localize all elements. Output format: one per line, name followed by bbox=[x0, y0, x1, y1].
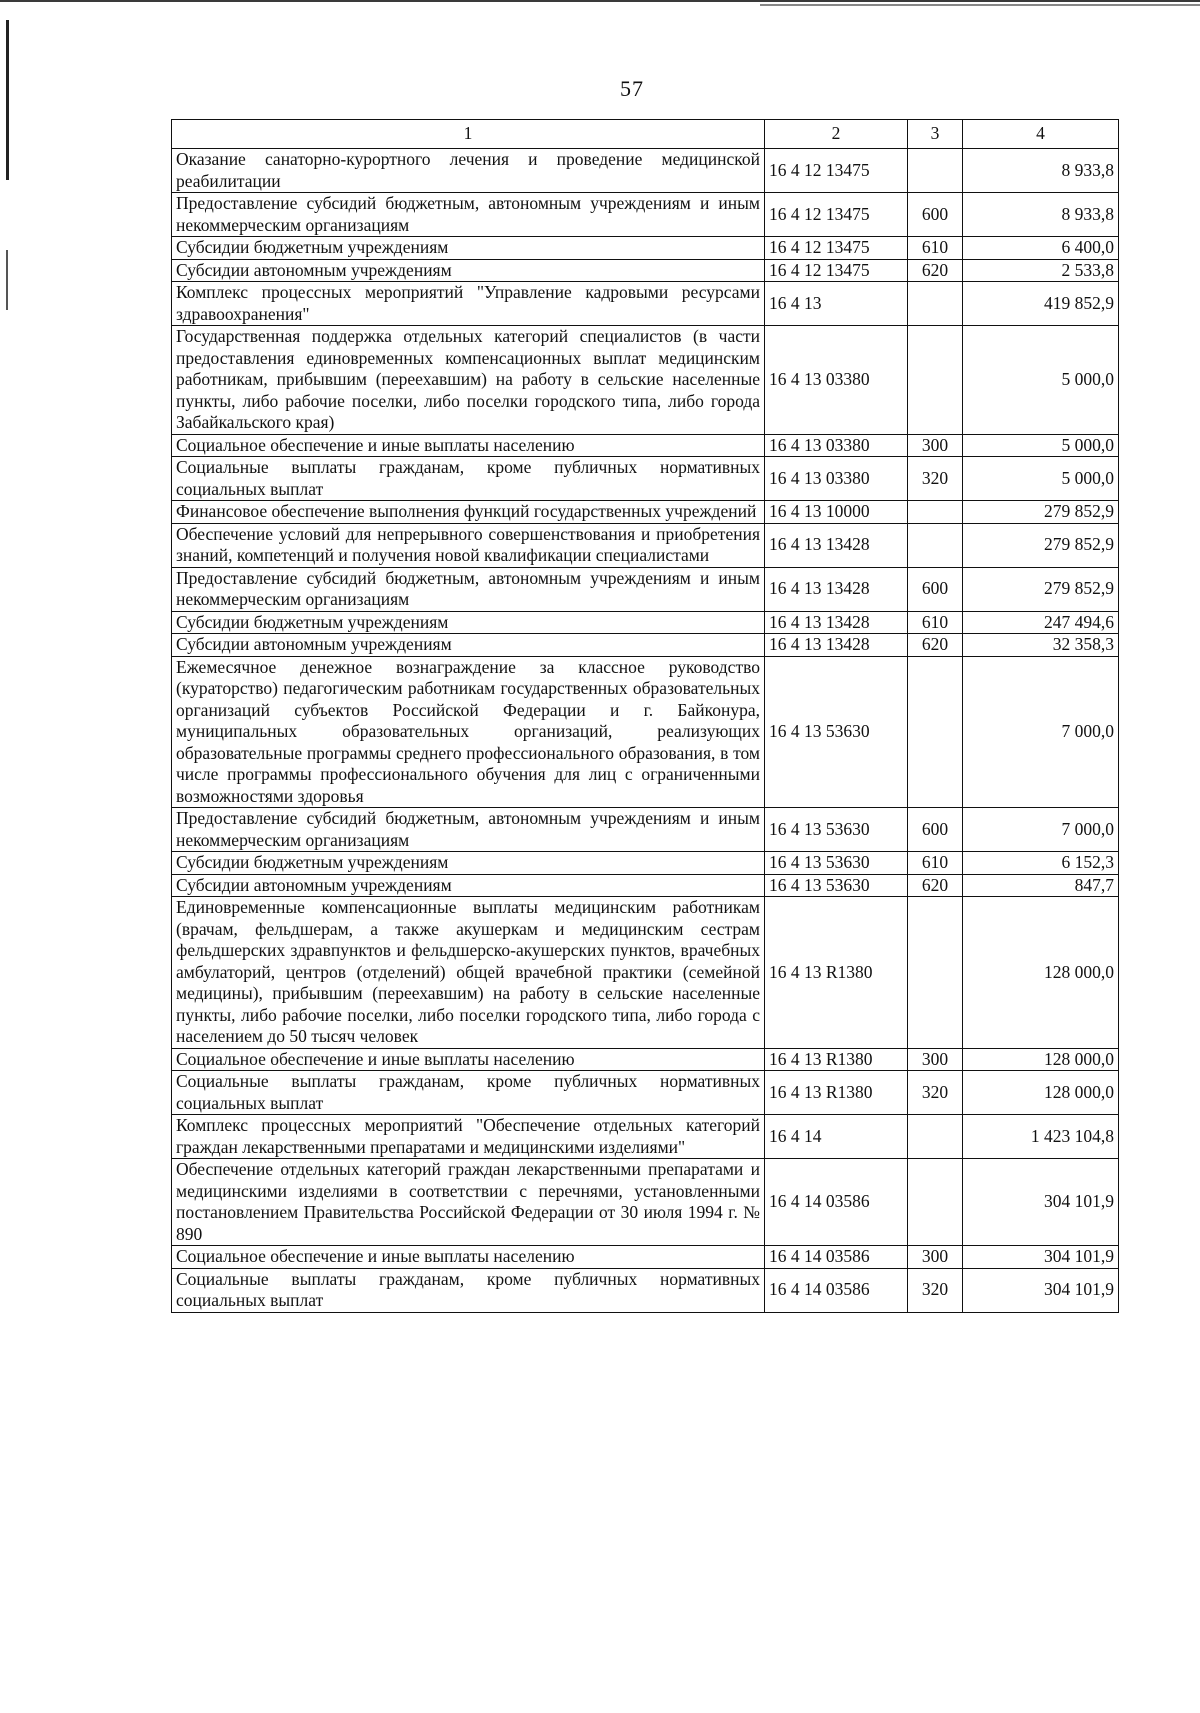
table-row bbox=[172, 282, 1119, 326]
row-description: Ежемесячное денежное вознаграждение за классное руководство (кураторство) педагогическим работникам государственных образовательных организаций субъектов Российской Федерации и г. Байконура, муниципальных образовательных организаций, реализующих образовательные программы среднего профессионального образования, в том числе программы профессионального обучения для лиц с ограниченными возможностями здоровья bbox=[172, 656, 765, 808]
table-row bbox=[172, 237, 1119, 260]
row-description: Субсидии автономным учреждениям bbox=[172, 874, 765, 897]
row-description: Финансовое обеспечение выполнения функций государственных учреждений bbox=[172, 501, 765, 524]
row-expense-type: 610 bbox=[908, 852, 963, 875]
row-description: Социальные выплаты гражданам, кроме публичных нормативных социальных выплат bbox=[172, 1071, 765, 1115]
table-row bbox=[172, 634, 1119, 657]
row-expense-type: 320 bbox=[908, 1071, 963, 1115]
column-header: 1 bbox=[172, 120, 765, 149]
table-row bbox=[172, 501, 1119, 524]
row-amount: 128 000,0 bbox=[963, 897, 1119, 1049]
row-amount: 247 494,6 bbox=[963, 611, 1119, 634]
row-target-code: 16 4 13 R1380 bbox=[765, 1048, 908, 1071]
row-amount: 32 358,3 bbox=[963, 634, 1119, 657]
table-row bbox=[172, 457, 1119, 501]
row-amount: 2 533,8 bbox=[963, 259, 1119, 282]
scan-edge bbox=[760, 4, 1200, 6]
row-expense-type bbox=[908, 897, 963, 1049]
row-amount: 128 000,0 bbox=[963, 1071, 1119, 1115]
row-amount: 6 400,0 bbox=[963, 237, 1119, 260]
column-header: 3 bbox=[908, 120, 963, 149]
row-target-code: 16 4 13 03380 bbox=[765, 457, 908, 501]
budget-table bbox=[171, 119, 1119, 1313]
row-expense-type bbox=[908, 282, 963, 326]
table-row bbox=[172, 1159, 1119, 1246]
row-description: Социальное обеспечение и иные выплаты населению bbox=[172, 1246, 765, 1269]
row-amount: 7 000,0 bbox=[963, 808, 1119, 852]
row-description: Социальное обеспечение и иные выплаты населению bbox=[172, 1048, 765, 1071]
row-expense-type bbox=[908, 501, 963, 524]
row-target-code: 16 4 13 13428 bbox=[765, 523, 908, 567]
row-target-code: 16 4 13 03380 bbox=[765, 434, 908, 457]
row-expense-type bbox=[908, 1115, 963, 1159]
row-amount: 1 423 104,8 bbox=[963, 1115, 1119, 1159]
row-amount: 279 852,9 bbox=[963, 567, 1119, 611]
row-description: Предоставление субсидий бюджетным, автономным учреждениям и иным некоммерческим организациям bbox=[172, 808, 765, 852]
row-expense-type: 300 bbox=[908, 1246, 963, 1269]
row-description: Субсидии автономным учреждениям bbox=[172, 259, 765, 282]
row-target-code: 16 4 14 bbox=[765, 1115, 908, 1159]
row-target-code: 16 4 13 bbox=[765, 282, 908, 326]
row-amount: 304 101,9 bbox=[963, 1268, 1119, 1312]
row-target-code: 16 4 13 13428 bbox=[765, 567, 908, 611]
row-amount: 419 852,9 bbox=[963, 282, 1119, 326]
row-amount: 7 000,0 bbox=[963, 656, 1119, 808]
row-target-code: 16 4 13 53630 bbox=[765, 656, 908, 808]
table-row bbox=[172, 611, 1119, 634]
row-expense-type: 320 bbox=[908, 1268, 963, 1312]
scan-edge bbox=[6, 20, 9, 180]
row-expense-type: 300 bbox=[908, 434, 963, 457]
row-expense-type: 600 bbox=[908, 808, 963, 852]
table-header-row bbox=[172, 120, 1119, 149]
row-target-code: 16 4 13 10000 bbox=[765, 501, 908, 524]
row-target-code: 16 4 13 R1380 bbox=[765, 1071, 908, 1115]
row-target-code: 16 4 13 53630 bbox=[765, 874, 908, 897]
row-target-code: 16 4 12 13475 bbox=[765, 237, 908, 260]
table-row bbox=[172, 193, 1119, 237]
table-row bbox=[172, 1048, 1119, 1071]
row-amount: 5 000,0 bbox=[963, 326, 1119, 435]
table-row bbox=[172, 897, 1119, 1049]
table-row bbox=[172, 852, 1119, 875]
row-amount: 5 000,0 bbox=[963, 457, 1119, 501]
row-target-code: 16 4 13 13428 bbox=[765, 611, 908, 634]
row-amount: 304 101,9 bbox=[963, 1246, 1119, 1269]
row-description: Обеспечение отдельных категорий граждан лекарственными препаратами и медицинскими изделиями в соответствии с перечнями, установленными постановлением Правительства Российской Федерации от 30 июля 1994 г. № 890 bbox=[172, 1159, 765, 1246]
table-row bbox=[172, 567, 1119, 611]
table-row bbox=[172, 326, 1119, 435]
row-expense-type: 610 bbox=[908, 237, 963, 260]
row-amount: 304 101,9 bbox=[963, 1159, 1119, 1246]
row-description: Государственная поддержка отдельных категорий специалистов (в части предоставления единовременных компенсационных выплат медицинским работникам, прибывшим (переехавшим) на работу в сельские населенные пункты, либо рабочие поселки, либо поселки городского типа, либо города Забайкальского края) bbox=[172, 326, 765, 435]
row-description: Субсидии бюджетным учреждениям bbox=[172, 852, 765, 875]
scan-edge bbox=[6, 250, 8, 310]
row-description: Субсидии автономным учреждениям bbox=[172, 634, 765, 657]
row-expense-type: 620 bbox=[908, 634, 963, 657]
row-description: Обеспечение условий для непрерывного совершенствования и приобретения знаний, компетенций и получения новой квалификации специалистами bbox=[172, 523, 765, 567]
table-row bbox=[172, 149, 1119, 193]
row-description: Социальные выплаты гражданам, кроме публичных нормативных социальных выплат bbox=[172, 1268, 765, 1312]
column-header: 2 bbox=[765, 120, 908, 149]
row-target-code: 16 4 14 03586 bbox=[765, 1268, 908, 1312]
row-expense-type bbox=[908, 1159, 963, 1246]
row-target-code: 16 4 13 53630 bbox=[765, 852, 908, 875]
row-description: Социальные выплаты гражданам, кроме публичных нормативных социальных выплат bbox=[172, 457, 765, 501]
table-row bbox=[172, 259, 1119, 282]
row-expense-type bbox=[908, 523, 963, 567]
row-expense-type: 300 bbox=[908, 1048, 963, 1071]
row-amount: 6 152,3 bbox=[963, 852, 1119, 875]
row-amount: 128 000,0 bbox=[963, 1048, 1119, 1071]
table-row bbox=[172, 1268, 1119, 1312]
row-amount: 5 000,0 bbox=[963, 434, 1119, 457]
row-target-code: 16 4 14 03586 bbox=[765, 1246, 908, 1269]
row-description: Оказание санаторно-курортного лечения и проведение медицинской реабилитации bbox=[172, 149, 765, 193]
row-expense-type: 320 bbox=[908, 457, 963, 501]
row-target-code: 16 4 13 53630 bbox=[765, 808, 908, 852]
scan-edge bbox=[0, 0, 1200, 2]
table-row bbox=[172, 808, 1119, 852]
row-target-code: 16 4 13 R1380 bbox=[765, 897, 908, 1049]
row-expense-type: 600 bbox=[908, 567, 963, 611]
table-row bbox=[172, 874, 1119, 897]
table-row bbox=[172, 434, 1119, 457]
table-row bbox=[172, 1071, 1119, 1115]
row-description: Предоставление субсидий бюджетным, автономным учреждениям и иным некоммерческим организациям bbox=[172, 193, 765, 237]
row-target-code: 16 4 13 13428 bbox=[765, 634, 908, 657]
row-description: Социальное обеспечение и иные выплаты населению bbox=[172, 434, 765, 457]
row-amount: 279 852,9 bbox=[963, 501, 1119, 524]
row-expense-type bbox=[908, 149, 963, 193]
row-expense-type bbox=[908, 326, 963, 435]
row-expense-type: 620 bbox=[908, 874, 963, 897]
table-row bbox=[172, 523, 1119, 567]
row-amount: 8 933,8 bbox=[963, 149, 1119, 193]
column-header: 4 bbox=[963, 120, 1119, 149]
row-expense-type: 620 bbox=[908, 259, 963, 282]
row-expense-type: 610 bbox=[908, 611, 963, 634]
table-row bbox=[172, 1246, 1119, 1269]
row-amount: 8 933,8 bbox=[963, 193, 1119, 237]
row-description: Комплекс процессных мероприятий "Управление кадровыми ресурсами здравоохранения" bbox=[172, 282, 765, 326]
table-row bbox=[172, 1115, 1119, 1159]
row-target-code: 16 4 12 13475 bbox=[765, 259, 908, 282]
row-expense-type: 600 bbox=[908, 193, 963, 237]
row-target-code: 16 4 12 13475 bbox=[765, 193, 908, 237]
row-target-code: 16 4 12 13475 bbox=[765, 149, 908, 193]
page-number: 57 bbox=[620, 76, 644, 101]
table-row bbox=[172, 656, 1119, 808]
row-target-code: 16 4 13 03380 bbox=[765, 326, 908, 435]
row-description: Предоставление субсидий бюджетным, автономным учреждениям и иным некоммерческим организациям bbox=[172, 567, 765, 611]
row-amount: 279 852,9 bbox=[963, 523, 1119, 567]
row-target-code: 16 4 14 03586 bbox=[765, 1159, 908, 1246]
row-description: Субсидии бюджетным учреждениям bbox=[172, 611, 765, 634]
row-description: Единовременные компенсационные выплаты медицинским работникам (врачам, фельдшерам, а также акушеркам и медицинским сестрам фельдшерских здравпунктов и фельдшерско-акушерских пунктов, врачебных амбулаторий, центров (отделений) общей врачебной практики (семейной медицины), прибывшим (переехавшим) на работу в сельские населенные пункты, либо рабочие поселки, либо поселки городского типа, либо города с населением до 50 тысяч человек bbox=[172, 897, 765, 1049]
row-description: Субсидии бюджетным учреждениям bbox=[172, 237, 765, 260]
row-amount: 847,7 bbox=[963, 874, 1119, 897]
row-description: Комплекс процессных мероприятий "Обеспечение отдельных категорий граждан лекарственными препаратами и медицинскими изделиями" bbox=[172, 1115, 765, 1159]
row-expense-type bbox=[908, 656, 963, 808]
